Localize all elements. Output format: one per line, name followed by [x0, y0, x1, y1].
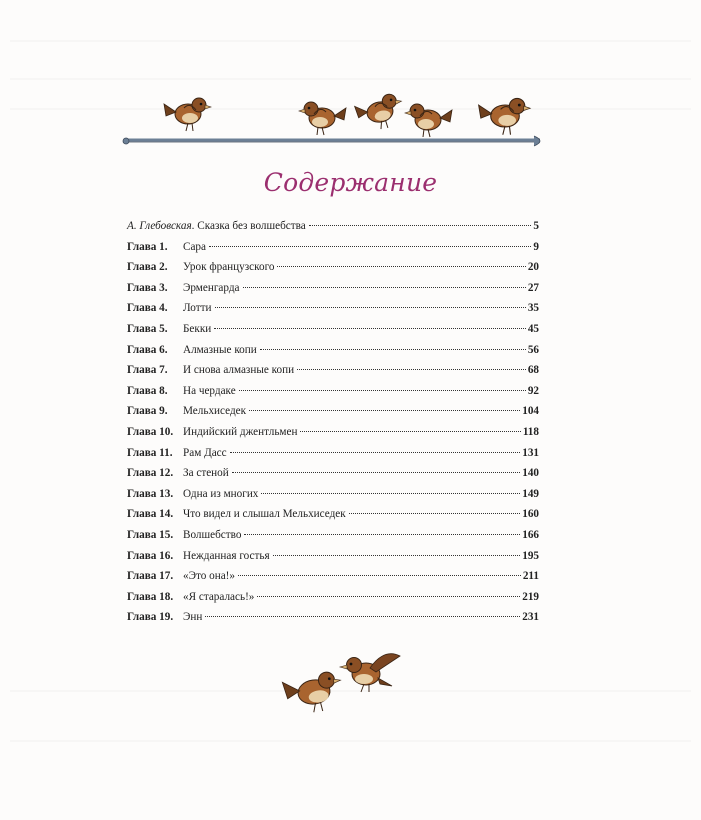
page-number: 231 [522, 611, 539, 624]
dot-leader [230, 452, 521, 453]
chapter-label: Глава 1. [127, 240, 168, 253]
chapter-label: Глава 4. [127, 302, 168, 315]
toc-row[interactable] [127, 550, 539, 571]
toc-row[interactable] [127, 302, 539, 323]
toc-row[interactable] [127, 447, 539, 468]
dot-leader [244, 534, 520, 535]
chapter-title: Лотти [183, 302, 212, 315]
page-number: 5 [533, 220, 539, 232]
chapter-label: Глава 9. [127, 405, 168, 418]
chapter-title: «Я старалась!» [183, 590, 255, 603]
two-sparrows-illustration [274, 650, 404, 725]
page-number: 166 [522, 528, 539, 541]
chapter-title: И снова алмазные копи [183, 364, 295, 377]
dot-leader [238, 575, 521, 576]
page-number: 56 [527, 343, 539, 356]
chapter-label: Глава 19. [127, 611, 174, 624]
chapter-label: Глава 18. [127, 590, 174, 603]
chapter-label: Глава 10. [127, 425, 174, 438]
dot-leader [297, 369, 526, 370]
chapter-label: Глава 6. [127, 343, 168, 356]
chapter-title: Урок французского [183, 261, 275, 274]
chapter-label: Глава 3. [127, 281, 168, 294]
toc-row[interactable] [127, 282, 539, 303]
intro-entry [127, 220, 306, 232]
page-number: 92 [527, 384, 539, 397]
dot-leader [243, 287, 526, 288]
toc-row[interactable] [127, 467, 539, 488]
chapter-label: Глава 17. [127, 570, 174, 583]
dot-leader [349, 513, 521, 514]
chapter-title: Одна из многих [183, 487, 259, 500]
chapter-title: За стеной [183, 467, 229, 480]
toc-row[interactable] [127, 261, 539, 282]
page-number: 68 [527, 364, 539, 377]
page-number: 140 [522, 467, 539, 480]
toc-row[interactable] [127, 344, 539, 365]
intro-title: Сказка без волшебства [197, 220, 306, 232]
chapter-title: Мельхиседек [183, 405, 247, 418]
page-number: 9 [533, 240, 539, 253]
page-number: 149 [522, 487, 539, 500]
show-through-line [10, 740, 691, 742]
show-through-line [10, 78, 691, 80]
chapter-title: Нежданная гостья [183, 549, 270, 562]
chapter-label: Глава 11. [127, 446, 173, 459]
dot-leader [257, 596, 520, 597]
chapter-label: Глава 13. [127, 487, 174, 500]
chapter-label: Глава 5. [127, 322, 168, 335]
toc-row[interactable] [127, 241, 539, 262]
chapter-title: Сара [183, 240, 206, 253]
chapter-label: Глава 2. [127, 261, 168, 274]
chapter-label: Глава 8. [127, 384, 168, 397]
toc-row[interactable] [127, 529, 539, 550]
toc-row[interactable] [127, 323, 539, 344]
chapter-title: Рам Дасс [183, 446, 227, 459]
sparrows-on-branch-illustration [120, 92, 550, 162]
page-number: 219 [522, 590, 539, 603]
dot-leader [273, 555, 521, 556]
dot-leader [260, 349, 526, 350]
dot-leader [205, 616, 520, 617]
toc-row[interactable] [127, 508, 539, 529]
dot-leader [309, 225, 532, 226]
toc-row[interactable] [127, 364, 539, 385]
intro-separator: . [191, 220, 198, 232]
chapter-title: Энн [183, 611, 203, 624]
intro-author: А. Глебовская [127, 220, 192, 232]
chapter-title: «Это она!» [183, 570, 235, 583]
toc-row[interactable] [127, 405, 539, 426]
show-through-line [10, 40, 691, 42]
dot-leader [239, 390, 526, 391]
chapter-label: Глава 16. [127, 549, 174, 562]
dot-leader [277, 266, 525, 267]
chapter-title: Что видел и слышал Мельхиседек [183, 508, 346, 521]
toc-row[interactable] [127, 611, 539, 632]
page-title: Содержание [263, 168, 438, 197]
page-number: 45 [527, 322, 539, 335]
page-number: 35 [527, 302, 539, 315]
page-number: 104 [522, 405, 539, 418]
toc-row[interactable] [127, 591, 539, 612]
chapter-title: На чердаке [183, 384, 236, 397]
chapter-label: Глава 14. [127, 508, 174, 521]
dot-leader [249, 410, 520, 411]
chapter-title: Волшебство [183, 528, 242, 541]
toc-row[interactable] [127, 570, 539, 591]
page-number: 195 [522, 549, 539, 562]
chapter-label: Глава 7. [127, 364, 168, 377]
dot-leader [261, 493, 520, 494]
page-number: 131 [522, 446, 539, 459]
page-number: 211 [522, 570, 539, 583]
page-number: 160 [522, 508, 539, 521]
toc-row[interactable] [127, 426, 539, 447]
dot-leader [209, 246, 531, 247]
toc-row[interactable] [127, 385, 539, 406]
chapter-title: Алмазные копи [183, 343, 257, 356]
chapter-label: Глава 15. [127, 528, 174, 541]
chapter-title: Индийский джентльмен [183, 425, 298, 438]
dot-leader [215, 307, 526, 308]
toc-row[interactable] [127, 488, 539, 509]
dot-leader [232, 472, 520, 473]
dot-leader [214, 328, 526, 329]
chapter-title: Бекки [183, 322, 212, 335]
dot-leader [300, 431, 520, 432]
toc-intro-row[interactable] [127, 220, 539, 241]
page-number: 27 [527, 281, 539, 294]
chapter-label: Глава 12. [127, 467, 174, 480]
table-of-contents [127, 220, 539, 632]
page-number: 118 [522, 425, 539, 438]
page-number: 20 [527, 261, 539, 274]
chapter-title: Эрменгарда [183, 281, 240, 294]
